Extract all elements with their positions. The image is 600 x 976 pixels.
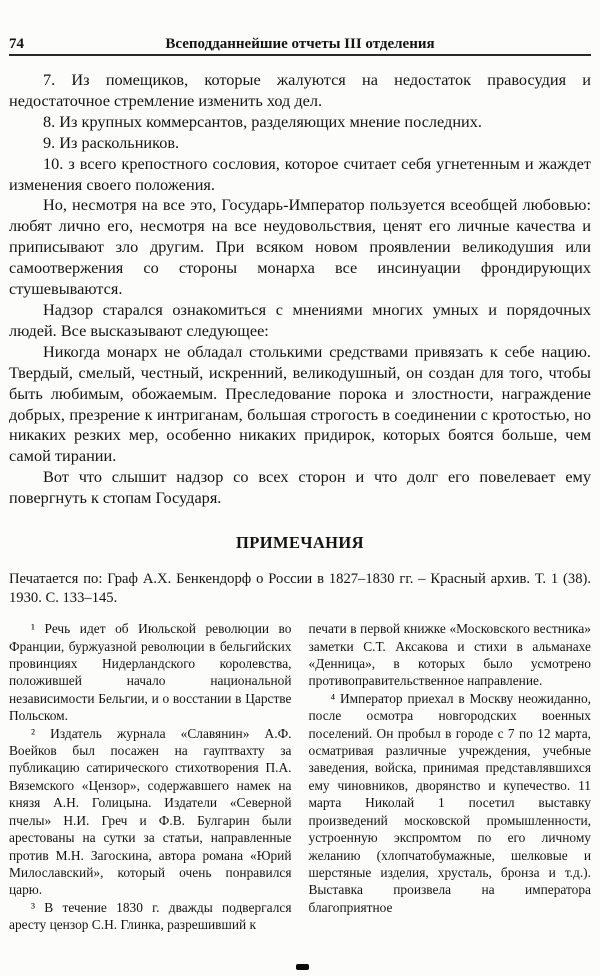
body-paragraph: 7. Из помещиков, которые жалуются на недостаток правосудия и недостаточное стремление изменить ход дел. xyxy=(9,70,591,110)
footnotes-left-column xyxy=(9,620,292,933)
source-reference: Печатается по: Граф А.Х. Бенкендорф о России в 1827–1830 гг. – Красный архив. Т. 1 (38). 1930. С. 133–145. xyxy=(9,571,591,606)
running-head xyxy=(9,36,591,56)
body-paragraph: Никогда монарх не обладал столькими средствами привязать к себе нацию. Твердый, смелый, честный, искренний, великодушный, он создан для того, чтобы быть любимым, обожаемым. Преследование порока и злостности, награждение добрых, презрение к интриганам, большая строгость в соединении с кротостью, но никаких резких мер, особенно никаких придирок, которых боятся больше, чем самой тирании. xyxy=(9,341,591,466)
body-paragraph: Вот что слышит надзор со всех сторон и что долг его повелевает ему повергнуть к стопам Государя. xyxy=(9,467,591,508)
footnote-3-start: ³ В течение 1830 г. дважды подвергался аресту цензор С.Н. Глинка, разрешивший к xyxy=(9,899,292,933)
running-title: Всеподданнейшие отчеты III отделения xyxy=(165,36,435,52)
footnotes-columns xyxy=(9,620,591,933)
page-bottom-mark xyxy=(296,964,309,970)
footnote-3-continuation: печати в первой книжке «Московского вестника» заметки С.Т. Аксакова и стихи в альманахе «Денница», в которых было усмотрено противоправительственное направление. xyxy=(308,621,591,689)
footnote-4: ⁴ Император приехал в Москву неожиданно, после осмотра новгородских военных поселений. Он пробыл в городе с 7 по 12 марта, осматривая различные учреждения, учебные заведения, войска, принимая представлявшихся ему чиновников, дворянство и купечество. 11 марта Николай 1 посетил выставку произведений московской промышленности, устроенную экспромтом по его личному желанию (хлопчатобумажные, шелковые и шерстяные изделия, хрусталь, бронза и т.д.). Выставка произвела на императора благоприятное xyxy=(308,690,591,915)
page-number: 74 xyxy=(9,36,24,52)
notes-heading: ПРИМЕЧАНИЯ xyxy=(236,533,364,553)
body-paragraph: 9. Из раскольников. xyxy=(43,132,180,152)
body-paragraph: Но, несмотря на все это, Государь-Император пользуется всеобщей любовью: любят лично его, несмотря на все неудовольствия, ценят его личные качества и приписывают зло другим. При всяком новом проявлении великодушия или самоотвержения со стороны монарха все инсинуации фрондирующих стушевываются. xyxy=(9,195,591,299)
body-paragraph: 10. з всего крепостного сословия, которое считает себя угнетенным и жаждет изменения своего положения. xyxy=(9,153,591,194)
footnotes-right-column xyxy=(309,620,592,933)
body-paragraph: Надзор старался ознакомиться с мнениями многих умных и порядочных людей. Все высказывают следующее: xyxy=(9,299,591,340)
footnote-2: ² Издатель журнала «Славянин» А.Ф. Воейков был посажен на гауптвахту за публикацию сатирического стихотворения П.А. Вяземского «Цензор», содержавшего намек на князя А.Н. Голицына. Издатели «Северной пчелы» Н.И. Греч и Ф.В. Булгарин были арестованы на сутки за статьи, направленные против М.Н. Загоскина, автора романа «Юрий Милославский», который очень понравился царю. xyxy=(9,725,292,898)
body-paragraph: 8. Из крупных коммерсантов, разделяющих мнение последних. xyxy=(43,111,482,131)
footnote-1: ¹ Речь идет об Июльской революции во Франции, буржуазной революции в бельгийских провинциях Нидерландского королевства, положившей начало национальной независимости Бельгии, и о восстании в Царстве Польском. xyxy=(9,621,292,724)
main-text-block xyxy=(9,70,591,509)
